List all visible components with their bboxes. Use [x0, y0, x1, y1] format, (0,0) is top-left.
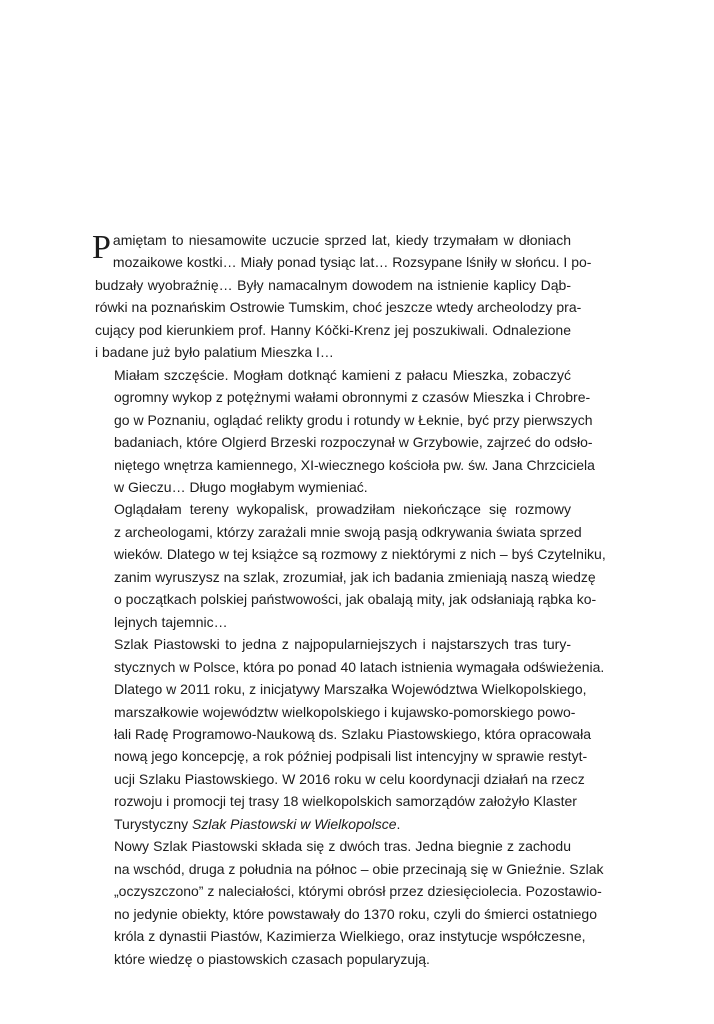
- drop-cap: P: [92, 229, 111, 266]
- text-line: niętego wnętrza kamiennego, XI-wiecznego kościoła pw. św. Jana Chrzciciela: [114, 456, 595, 473]
- text-line: Nowy Szlak Piastowski składa się z dwóch tras. Jedna biegnie z zachodu: [114, 838, 571, 855]
- text-line: mozaikowe kostki… Miały ponad tysiąc lat… Rozsypane lśniły w słońcu. I po-: [112, 254, 592, 271]
- text-line: wieków. Dlatego w tej książce są rozmowy z niektórymi z nich – byś Czytelniku,: [114, 546, 606, 563]
- text-line: no jedynie obiekty, które powstawały do 1370 roku, czyli do śmierci ostatniego: [114, 905, 597, 922]
- text-line: [95, 813, 571, 835]
- text-line: Szlak Piastowski to jedna z najpopularniejszych i najstarszych tras tury-: [114, 636, 571, 653]
- text-line: stycznych w Polsce, która po ponad 40 latach istnienia wymagała odświeżenia.: [114, 658, 605, 675]
- paragraph: [92, 229, 592, 364]
- text-line: z archeologami, którzy zarażali mnie swoją pasją odkrywania świata sprzed: [114, 523, 582, 540]
- paragraph: [95, 498, 606, 633]
- body-text: [92, 229, 606, 970]
- text-line: i badane już było palatium Mieszka I…: [95, 344, 334, 361]
- text-line: Dlatego w 2011 roku, z inicjatywy Marszałka Województwa Wielkopolskiego,: [114, 681, 587, 698]
- text-line: łali Radę Programowo-Naukową ds. Szlaku Piastowskiego, która opracowała: [114, 725, 592, 742]
- text-line: ogromny wykop z potężnymi wałami obronnymi z czasów Mieszka i Chrobre-: [114, 389, 591, 406]
- text-line: rówki na poznańskim Ostrowie Tumskim, choć jeszcze wtedy archeolodzy pra-: [95, 299, 582, 316]
- text-line: marszałkowie województw wielkopolskiego i kujawsko-pomorskiego powo-: [114, 703, 576, 720]
- paragraph: [95, 835, 604, 970]
- text-line: zanim wyruszysz na szlak, zrozumiał, jak ich badania zmieniają naszą wiedzę: [114, 568, 596, 585]
- text-line: go w Poznaniu, oglądać relikty grodu i rotundy w Łeknie, być przy pierwszych: [114, 411, 593, 428]
- text-line: lejnych tajemnic…: [114, 613, 228, 630]
- text-line: ucji Szlaku Piastowskiego. W 2016 roku w celu koordynacji działań na rzecz: [114, 770, 585, 787]
- text-line: rozwoju i promocji tej trasy 18 wielkopolskich samorządów założyło Klaster: [114, 793, 577, 810]
- text-line: cujący pod kierunkiem prof. Hanny Kóčki-Krenz jej poszukiwali. Odnalezione: [95, 321, 571, 338]
- text-segment: Turystyczny: [114, 815, 193, 832]
- text-segment: .: [396, 815, 401, 832]
- text-line: „oczyszczono” z naleciałości, którymi obrósł przez dziesięciolecia. Pozostawio-: [114, 883, 602, 900]
- italic-title: Szlak Piastowski w Wielkopolsce: [192, 815, 397, 832]
- text-line: nową jego koncepcję, a rok później podpisali list intencyjny w sprawie restyt-: [114, 748, 588, 765]
- text-line: króla z dynastii Piastów, Kazimierza Wielkiego, oraz instytucje współczesne,: [114, 928, 586, 945]
- text-line: w Gieczu… Długo mogłabym wymieniać.: [114, 478, 368, 495]
- text-line: o początkach polskiej państwowości, jak obalają mity, jak odsłaniają rąbka ko-: [114, 591, 597, 608]
- text-line: badaniach, które Olgierd Brzeski rozpoczynał w Grzybowie, zajrzeć do odsło-: [114, 434, 593, 451]
- text-line: na wschód, druga z południa na północ – obie przecinają się w Gnieźnie. Szlak: [114, 860, 604, 877]
- text-line: Oglądałam tereny wykopalisk, prowadziłam niekończące się rozmowy: [114, 501, 571, 518]
- text-line: amiętam to niesamowite uczucie sprzed lat, kiedy trzymałam w dłoniach: [112, 232, 571, 248]
- paragraph: [95, 364, 595, 499]
- paragraph: [95, 633, 605, 835]
- text-line: które wiedzę o piastowskich czasach popularyzują.: [114, 950, 430, 967]
- text-line: budzały wyobraźnię… Były namacalnym dowodem na istnienie kaplicy Dąb-: [95, 276, 571, 293]
- text-line: Miałam szczęście. Mogłam dotknąć kamieni z pałacu Mieszka, zobaczyć: [114, 366, 571, 383]
